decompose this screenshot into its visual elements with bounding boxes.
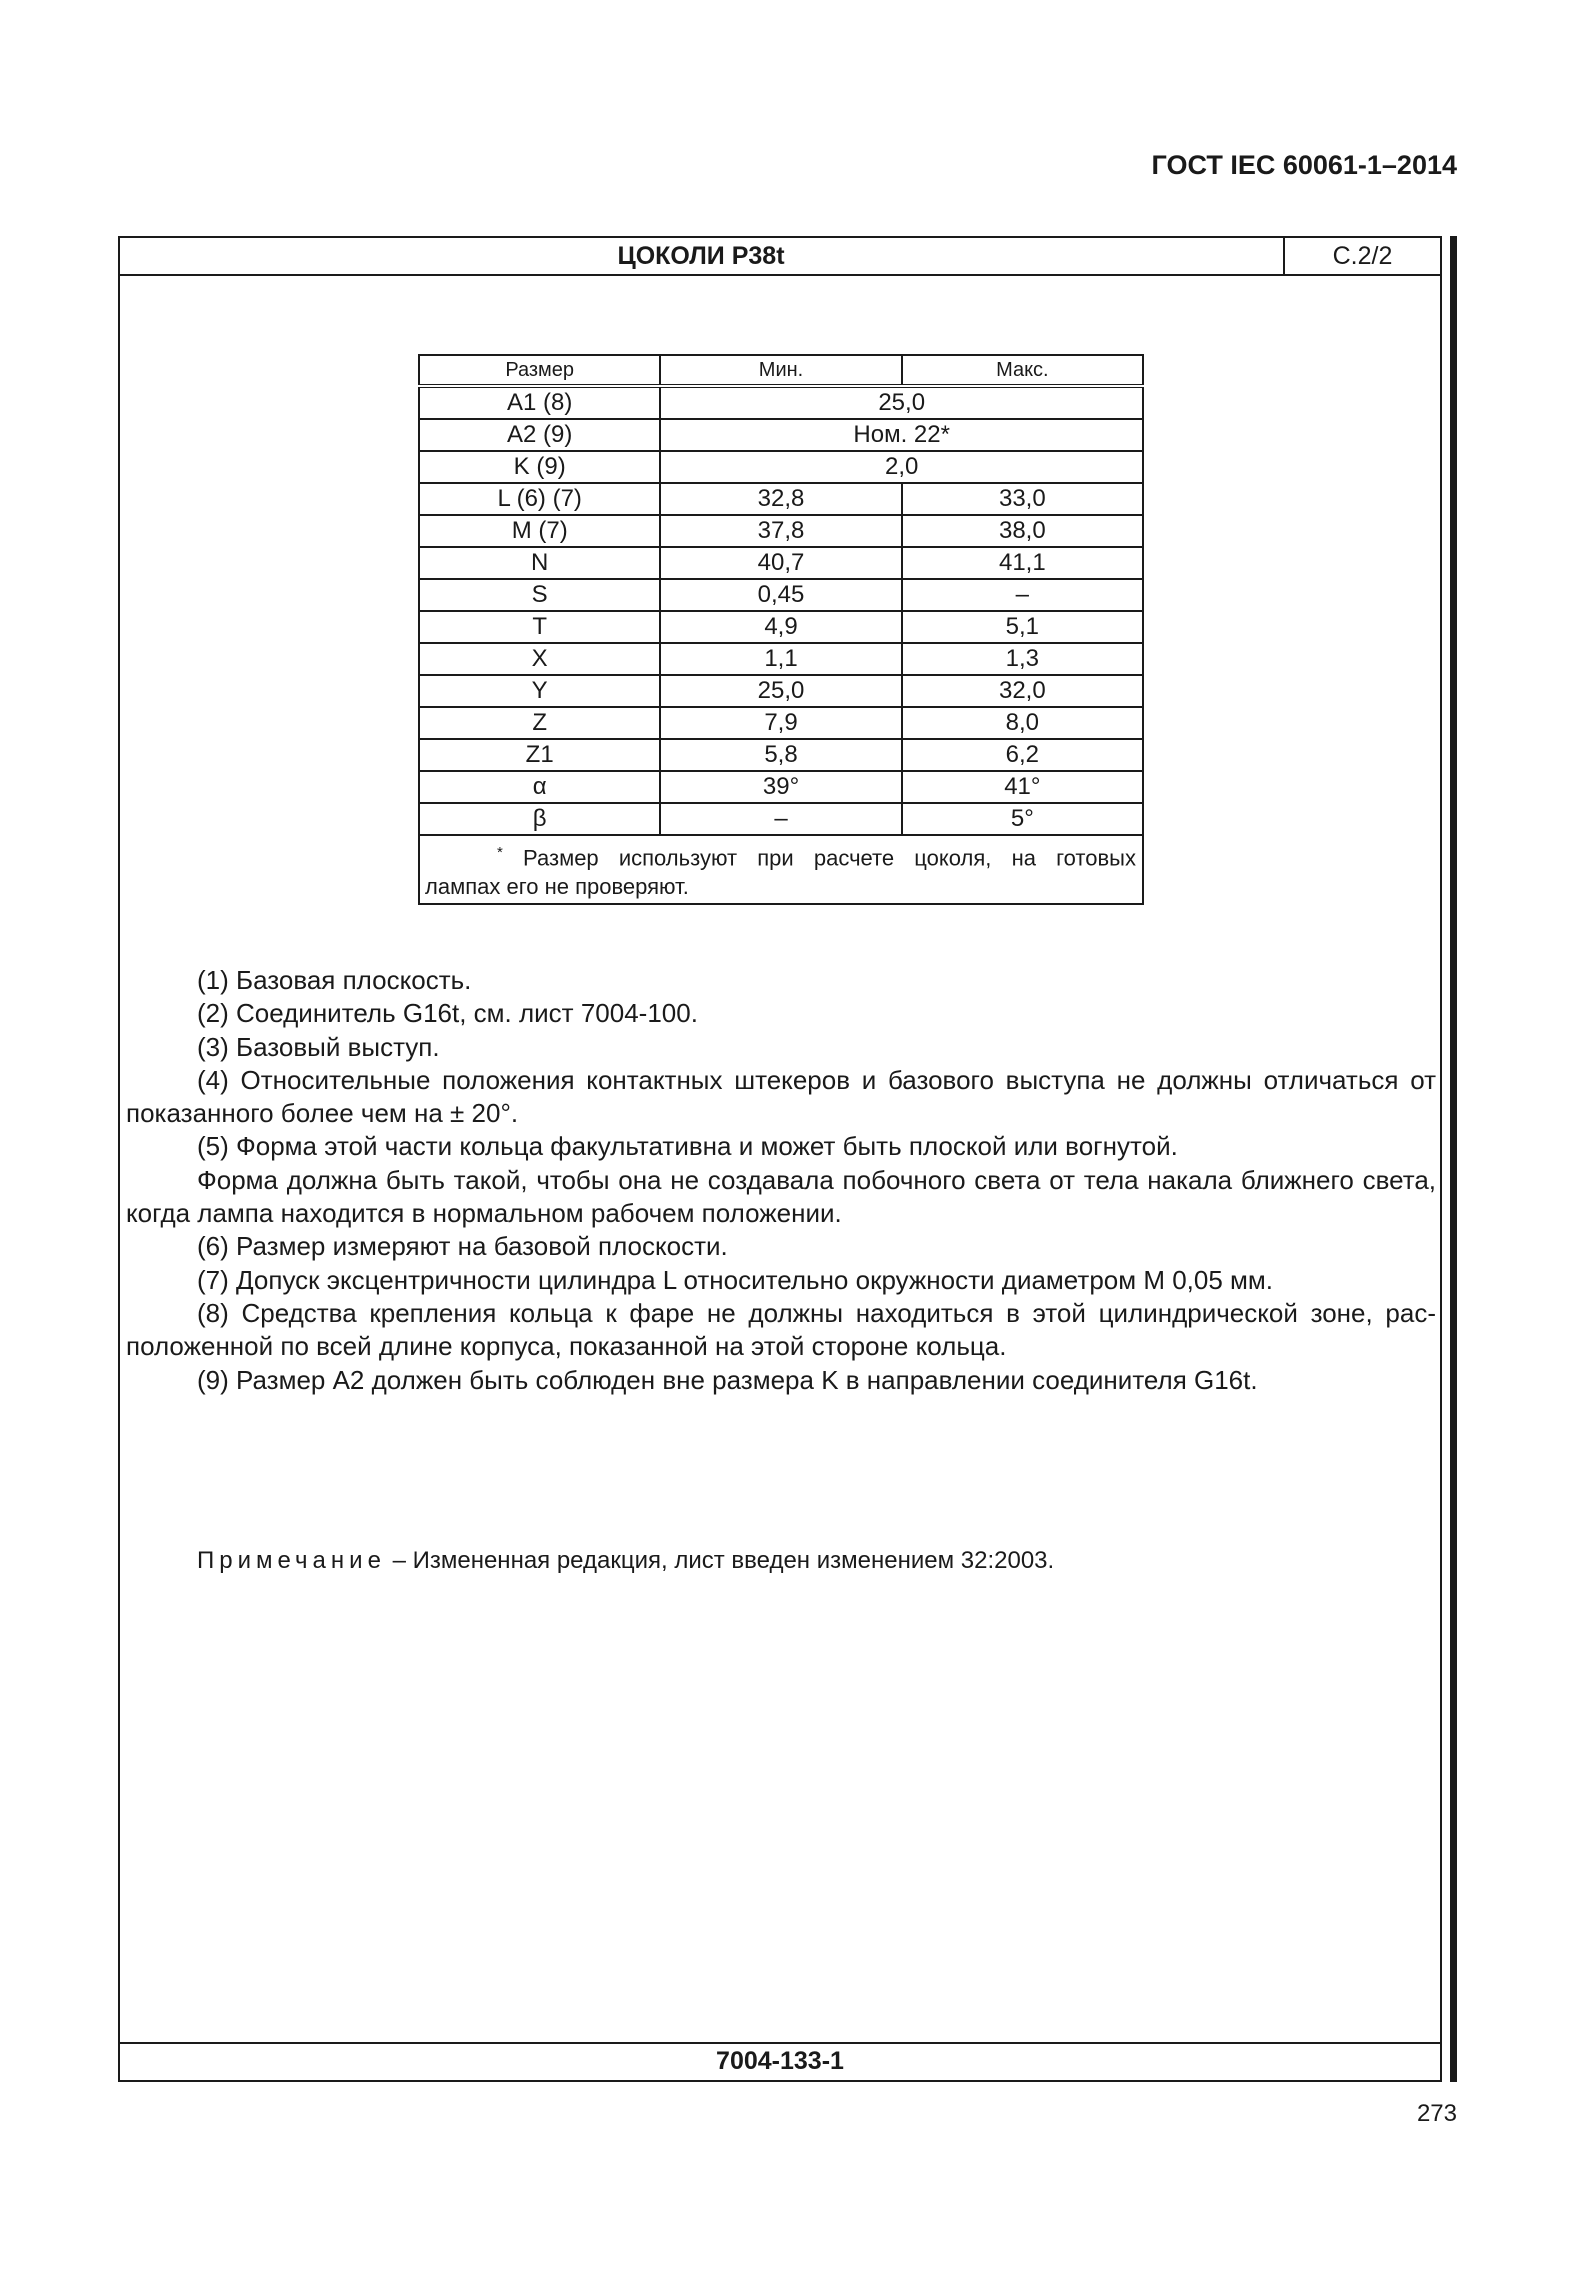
dim-max: 33,0 xyxy=(902,483,1143,515)
dim-name: A2 (9) xyxy=(419,419,660,451)
dim-min: 7,9 xyxy=(660,707,901,739)
remark-text: – Измененная редакция, лист введен изменением 32:2003. xyxy=(385,1547,1055,1574)
table-footnote-row xyxy=(419,835,1143,904)
dim-value: 2,0 xyxy=(660,451,1143,483)
table-footnote xyxy=(419,835,1143,904)
dim-min: 1,1 xyxy=(660,643,901,675)
dim-max: 8,0 xyxy=(902,707,1143,739)
dim-max: 41° xyxy=(902,771,1143,803)
note-item: (6) Размер измеряют на базовой плоскости. xyxy=(197,1231,728,1262)
dim-min: 32,8 xyxy=(660,483,901,515)
page-number: 273 xyxy=(1416,2100,1457,2127)
note-item: (3) Базовый выступ. xyxy=(197,1031,440,1062)
dim-min: 25,0 xyxy=(660,675,901,707)
dim-min: 37,8 xyxy=(660,515,901,547)
dimensions-table xyxy=(418,354,1144,905)
table-row xyxy=(419,643,1143,675)
table-row xyxy=(419,579,1143,611)
dim-max: 5,1 xyxy=(902,611,1143,643)
sheet-title: ЦОКОЛИ P38t xyxy=(617,242,785,270)
dim-name: L (6) (7) xyxy=(419,483,660,515)
note-item: (4) Относительные положения контактных штекеров и базового выступа не должны отличаться от показанного более чем на ± 20°. xyxy=(126,1064,1436,1129)
dim-name: β xyxy=(419,803,660,835)
dim-value: 25,0 xyxy=(660,386,1143,419)
table-row xyxy=(419,675,1143,707)
dim-min: 5,8 xyxy=(660,739,901,771)
dim-name: Y xyxy=(419,675,660,707)
dim-min: 40,7 xyxy=(660,547,901,579)
sheet-number: C.2/2 xyxy=(1283,238,1440,274)
footnote-line-1: Размер используют при расчете цоколя, на готовых xyxy=(523,845,1136,871)
note-item: (5) Форма этой части кольца факультативна и может быть плоской или вогнутой. xyxy=(197,1131,1178,1162)
dim-min: – xyxy=(660,803,901,835)
dim-name: S xyxy=(419,579,660,611)
dim-name: α xyxy=(419,771,660,803)
dim-max: 5° xyxy=(902,803,1143,835)
dim-max: 41,1 xyxy=(902,547,1143,579)
dim-name: Z1 xyxy=(419,739,660,771)
dim-max: 38,0 xyxy=(902,515,1143,547)
table-header-row xyxy=(419,355,1143,386)
footnote-mark: * xyxy=(497,844,503,861)
note-item: (9) Размер A2 должен быть соблюден вне размера K в направлении соединителя G16t. xyxy=(197,1364,1258,1395)
standard-designation: ГОСТ IEC 60061-1–2014 xyxy=(1151,150,1457,180)
dim-max: 32,0 xyxy=(902,675,1143,707)
dim-min: 39° xyxy=(660,771,901,803)
table-row xyxy=(419,611,1143,643)
dim-value: Ном. 22* xyxy=(660,419,1143,451)
footnote-line-2: лампах его не проверяют. xyxy=(425,874,689,900)
sheet-footer-row xyxy=(120,2042,1440,2080)
dim-name: N xyxy=(419,547,660,579)
frame-thick-border xyxy=(1450,236,1457,2082)
table-row xyxy=(419,419,1143,451)
dim-name: X xyxy=(419,643,660,675)
remark xyxy=(197,1547,1054,1575)
sheet-code: 7004-133-1 xyxy=(716,2047,844,2075)
dim-min: 4,9 xyxy=(660,611,901,643)
note-item: (7) Допуск эксцентричности цилиндра L относительно окружности диаметром M 0,05 мм. xyxy=(197,1264,1274,1295)
note-item: Форма должна быть такой, чтобы она не создавала побочного света от тела накала ближнего света, когда лампа находится в нормальном рабочем положении. xyxy=(126,1164,1436,1229)
dim-name: M (7) xyxy=(419,515,660,547)
dim-max: 1,3 xyxy=(902,643,1143,675)
table-row xyxy=(419,483,1143,515)
table-row xyxy=(419,771,1143,803)
sheet-title-row xyxy=(120,238,1440,276)
dim-name: Z xyxy=(419,707,660,739)
table-row xyxy=(419,451,1143,483)
dim-min: 0,45 xyxy=(660,579,901,611)
note-item: (8) Средства крепления кольца к фаре не должны находиться в этой цилиндрической зоне, расположенной по всей длине корпуса, показанной на этой стороне кольца. xyxy=(126,1297,1436,1362)
note-item: (2) Соединитель G16t, см. лист 7004-100. xyxy=(197,998,698,1029)
dim-name: A1 (8) xyxy=(419,386,660,419)
table-row xyxy=(419,739,1143,771)
remark-label: Примечание xyxy=(197,1547,386,1574)
table-row xyxy=(419,386,1143,419)
table-row xyxy=(419,707,1143,739)
header-size: Размер xyxy=(419,355,660,386)
notes-list xyxy=(126,964,1436,1397)
note-item: (1) Базовая плоскость. xyxy=(197,965,472,995)
table-row xyxy=(419,515,1143,547)
table-row xyxy=(419,547,1143,579)
header-min: Мин. xyxy=(660,355,901,386)
dim-name: T xyxy=(419,611,660,643)
dim-name: K (9) xyxy=(419,451,660,483)
dim-max: 6,2 xyxy=(902,739,1143,771)
header-max: Макс. xyxy=(902,355,1143,386)
table-row xyxy=(419,803,1143,835)
dim-max: – xyxy=(902,579,1143,611)
